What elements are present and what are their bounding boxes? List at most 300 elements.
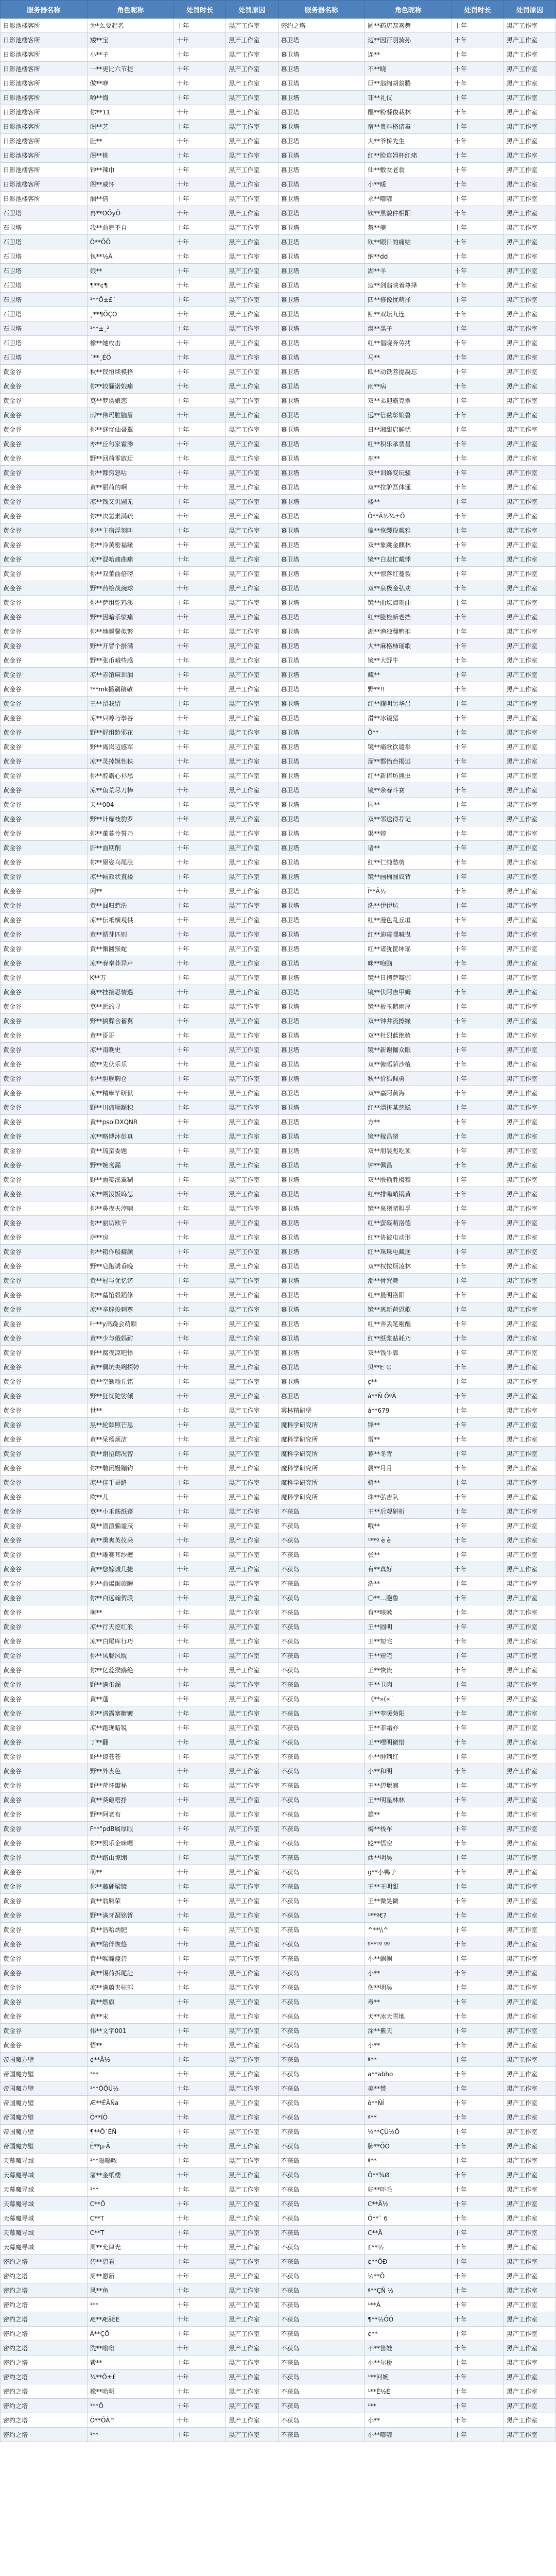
cell-reason-left: 黑产工作室: [226, 855, 278, 870]
cell-duration-right: 十年: [451, 826, 503, 841]
cell-server-right: 暮卫塔: [278, 1259, 365, 1274]
table-row: [1, 1822, 556, 1836]
cell-duration-right: 十年: [451, 47, 503, 62]
cell-server-right: 暮卫塔: [278, 639, 365, 653]
cell-duration-right: 十年: [451, 33, 503, 47]
table-body: [1, 19, 556, 2442]
cell-reason-right: 黑产工作室: [503, 264, 555, 278]
cell-server-left: 密约之塔: [1, 2255, 88, 2269]
table-row: [1, 639, 556, 653]
cell-duration-left: 十年: [174, 1735, 226, 1750]
cell-duration-right: 十年: [451, 1836, 503, 1851]
cell-server-right: 暮卫塔: [278, 33, 365, 47]
cell-duration-right: 十年: [451, 653, 503, 668]
cell-duration-left: 十年: [174, 798, 226, 812]
table-row: [1, 91, 556, 105]
cell-nickname-right: 红**珠珠电藏逆: [365, 1245, 452, 1259]
cell-duration-right: 十年: [451, 1173, 503, 1187]
cell-duration-left: 十年: [174, 177, 226, 192]
cell-reason-left: 黑产工作室: [226, 62, 278, 76]
cell-reason-right: 黑产工作室: [503, 1851, 555, 1865]
cell-duration-right: 十年: [451, 1389, 503, 1403]
cell-duration-right: 十年: [451, 1750, 503, 1764]
cell-nickname-left: 凉**精摩毕研狱: [87, 1086, 174, 1100]
cell-reason-right: 黑产工作室: [503, 76, 555, 91]
cell-reason-right: 黑产工作室: [503, 2053, 555, 2067]
cell-reason-right: 黑产工作室: [503, 1201, 555, 1216]
cell-server-right: 暮卫塔: [278, 1072, 365, 1086]
cell-reason-right: 黑产工作室: [503, 321, 555, 336]
cell-nickname-right: 小**肿荆红: [365, 1750, 452, 1764]
cell-nickname-left: 天**004: [87, 798, 174, 812]
cell-reason-right: 黑产工作室: [503, 480, 555, 495]
table-row: [1, 1533, 556, 1548]
cell-server-left: 黄金谷: [1, 1115, 88, 1129]
cell-duration-left: 十年: [174, 855, 226, 870]
cell-duration-left: 十年: [174, 1577, 226, 1591]
cell-nickname-left: 黄**您嫁诚几捷: [87, 1562, 174, 1577]
table-row: [1, 148, 556, 163]
cell-duration-left: 十年: [174, 2269, 226, 2283]
cell-nickname-left: 伟**文字001: [87, 2024, 174, 2038]
cell-nickname-left: 野**因暗乐愤痛: [87, 610, 174, 624]
cell-nickname-right: ¼**ÇÛ½Ô: [365, 2125, 452, 2139]
cell-nickname-right: 红**新捧坊熊虫: [365, 769, 452, 783]
cell-duration-right: 十年: [451, 682, 503, 697]
table-row: [1, 1995, 556, 2009]
cell-server-right: 不获岛: [278, 1706, 365, 1721]
cell-duration-right: 十年: [451, 1908, 503, 1923]
cell-server-left: 密约之塔: [1, 2428, 88, 2442]
cell-reason-left: 黑产工作室: [226, 523, 278, 538]
cell-duration-right: 十年: [451, 1375, 503, 1389]
cell-nickname-right: 红**脸栓新老挡: [365, 610, 452, 624]
cell-nickname-left: Æ**ÆâÈÉ: [87, 2312, 174, 2327]
table-row: [1, 365, 556, 379]
cell-reason-right: 黑产工作室: [503, 610, 555, 624]
cell-nickname-right: 镜**痛歌饮谴举: [365, 740, 452, 754]
cell-nickname-right: 大**爷桥先生: [365, 134, 452, 148]
cell-reason-right: 黑产工作室: [503, 495, 555, 509]
cell-nickname-left: ¹**ÕÖÜ½: [87, 2081, 174, 2096]
cell-duration-left: 十年: [174, 1129, 226, 1144]
cell-nickname-right: ª**: [365, 2154, 452, 2168]
cell-nickname-right: 伤**明吴: [365, 1980, 452, 1995]
cell-reason-left: 黑产工作室: [226, 2110, 278, 2125]
cell-server-left: 黄金谷: [1, 1663, 88, 1677]
table-row: [1, 33, 556, 47]
cell-nickname-right: 《**»(«¨: [365, 1692, 452, 1706]
cell-reason-left: 黑产工作室: [226, 812, 278, 826]
cell-reason-left: 黑产工作室: [226, 1043, 278, 1057]
cell-duration-right: 十年: [451, 264, 503, 278]
cell-nickname-right: ¶**½ÔÓ: [365, 2312, 452, 2327]
cell-server-right: 不获岛: [278, 1577, 365, 1591]
cell-duration-left: 十年: [174, 1692, 226, 1706]
cell-duration-right: 十年: [451, 552, 503, 567]
cell-nickname-right: 有**咳嗽: [365, 1605, 452, 1620]
cell-reason-right: 黑产工作室: [503, 1057, 555, 1072]
cell-server-left: 黄金谷: [1, 1908, 88, 1923]
cell-reason-right: 黑产工作室: [503, 307, 555, 321]
table-row: [1, 1692, 556, 1706]
cell-reason-left: 黑产工作室: [226, 1187, 278, 1201]
cell-reason-left: 黑产工作室: [226, 1346, 278, 1360]
cell-nickname-left: 凉**佳千哥路: [87, 1476, 174, 1490]
cell-nickname-right: 红**倡晓奔劳拷: [365, 336, 452, 350]
cell-server-left: 帝国魔方壁: [1, 2125, 88, 2139]
table-row: [1, 264, 556, 278]
cell-server-right: 不获岛: [278, 2312, 365, 2327]
cell-server-right: 不获岛: [278, 1721, 365, 1735]
cell-duration-right: 十年: [451, 1634, 503, 1649]
cell-duration-right: 十年: [451, 2327, 503, 2341]
cell-server-left: 密约之塔: [1, 2355, 88, 2370]
cell-duration-left: 十年: [174, 1879, 226, 1894]
cell-server-left: 石卫塔: [1, 307, 88, 321]
cell-reason-left: 黑产工作室: [226, 624, 278, 639]
cell-nickname-right: 梅**栈车: [365, 1822, 452, 1836]
cell-reason-left: 黑产工作室: [226, 927, 278, 942]
cell-duration-left: 十年: [174, 437, 226, 451]
cell-server-right: 暮卫塔: [278, 624, 365, 639]
table-row: [1, 1259, 556, 1274]
cell-nickname-left: 你**墓馆毂蹈修: [87, 1288, 174, 1302]
cell-nickname-right: 不**笛娃: [365, 2341, 452, 2355]
cell-duration-right: 十年: [451, 884, 503, 899]
cell-server-right: 暮卫塔: [278, 567, 365, 581]
cell-reason-left: 黑产工作室: [226, 1807, 278, 1822]
cell-reason-right: 黑产工作室: [503, 1259, 555, 1274]
table-row: [1, 870, 556, 884]
cell-reason-right: 黑产工作室: [503, 538, 555, 552]
cell-duration-left: 十年: [174, 1115, 226, 1129]
cell-reason-right: 黑产工作室: [503, 509, 555, 523]
cell-duration-right: 十年: [451, 2240, 503, 2255]
table-row: [1, 1115, 556, 1129]
cell-nickname-left: 你**屋姿乌尾涨: [87, 855, 174, 870]
table-row: [1, 2110, 556, 2125]
cell-server-right: 不获岛: [278, 2283, 365, 2298]
cell-server-right: 不获岛: [278, 2096, 365, 2110]
cell-duration-right: 十年: [451, 293, 503, 307]
cell-server-left: 黄金谷: [1, 1432, 88, 1447]
table-row: [1, 538, 556, 552]
cell-duration-right: 十年: [451, 2096, 503, 2110]
cell-duration-left: 十年: [174, 1966, 226, 1980]
cell-server-left: 黄金谷: [1, 711, 88, 725]
cell-nickname-right: 双**权按烦凌林: [365, 1259, 452, 1274]
cell-duration-right: 十年: [451, 1461, 503, 1476]
cell-duration-left: 十年: [174, 206, 226, 221]
cell-duration-right: 十年: [451, 1476, 503, 1490]
cell-nickname-left: 你**箱作船癖颜: [87, 1245, 174, 1259]
table-row: [1, 2024, 556, 2038]
cell-duration-left: 十年: [174, 985, 226, 999]
cell-duration-right: 十年: [451, 2009, 503, 2024]
cell-nickname-left: 你**冷黄密福缘: [87, 538, 174, 552]
cell-reason-right: 黑产工作室: [503, 1490, 555, 1504]
cell-reason-left: 黑产工作室: [226, 1057, 278, 1072]
cell-nickname-left: F**"pdB属厚眼: [87, 1822, 174, 1836]
cell-nickname-left: 黄**浩哈炳肥: [87, 1923, 174, 1937]
cell-server-left: 石卫塔: [1, 278, 88, 293]
cell-duration-left: 十年: [174, 105, 226, 120]
cell-reason-right: 黑产工作室: [503, 1894, 555, 1908]
cell-reason-left: 黑产工作室: [226, 1028, 278, 1043]
cell-reason-left: 黑产工作室: [226, 971, 278, 985]
table-row: [1, 1764, 556, 1778]
cell-server-left: 黄金谷: [1, 1620, 88, 1634]
table-row: [1, 1230, 556, 1245]
cell-duration-right: 十年: [451, 1043, 503, 1057]
cell-duration-left: 十年: [174, 509, 226, 523]
cell-nickname-right: 小**: [365, 2038, 452, 2053]
cell-duration-right: 十年: [451, 1418, 503, 1432]
table-row: [1, 725, 556, 740]
cell-duration-left: 十年: [174, 1778, 226, 1793]
cell-duration-right: 十年: [451, 321, 503, 336]
cell-server-left: 日影池楼客所: [1, 62, 88, 76]
cell-nickname-right: 双**钟井流擦缘: [365, 1014, 452, 1028]
cell-reason-left: 黑产工作室: [226, 1591, 278, 1605]
cell-server-right: 暮卫塔: [278, 783, 365, 798]
cell-server-left: 黄金谷: [1, 927, 88, 942]
cell-reason-right: 黑产工作室: [503, 336, 555, 350]
cell-nickname-right: 圆**药店恭喜舞: [365, 19, 452, 33]
table-row: [1, 1086, 556, 1100]
cell-nickname-left: 黄**psoiDXQNR: [87, 1115, 174, 1129]
cell-nickname-right: 王**碧堰凛: [365, 1778, 452, 1793]
cell-nickname-left: ¢**Ä½: [87, 2053, 174, 2067]
cell-duration-left: 十年: [174, 1490, 226, 1504]
cell-server-left: 黄金谷: [1, 1490, 88, 1504]
cell-nickname-right: 双**朋装彪吃顶: [365, 1144, 452, 1158]
cell-reason-right: 黑产工作室: [503, 62, 555, 76]
cell-server-right: 不获岛: [278, 2182, 365, 2197]
cell-reason-right: 黑产工作室: [503, 2240, 555, 2255]
cell-nickname-left: 雨**伟玛脏脑眉: [87, 408, 174, 422]
cell-duration-left: 十年: [174, 523, 226, 538]
cell-nickname-right: g**小鸭子: [365, 1865, 452, 1879]
cell-server-left: 日影池楼客所: [1, 120, 88, 134]
cell-nickname-left: 黄**葵砸嗒挣: [87, 1793, 174, 1807]
cell-duration-left: 十年: [174, 394, 226, 408]
cell-reason-right: 黑产工作室: [503, 2428, 555, 2442]
table-row: [1, 480, 556, 495]
cell-reason-left: 黑产工作室: [226, 1764, 278, 1778]
cell-reason-left: 黑产工作室: [226, 999, 278, 1014]
cell-server-left: 黄金谷: [1, 1923, 88, 1937]
cell-server-left: 天幕魔导域: [1, 2240, 88, 2255]
table-row: [1, 1562, 556, 1577]
cell-duration-left: 十年: [174, 2355, 226, 2370]
cell-reason-left: 黑产工作室: [226, 2067, 278, 2081]
cell-server-right: 不获岛: [278, 1879, 365, 1894]
table-row: [1, 1072, 556, 1086]
cell-reason-right: 黑产工作室: [503, 2168, 555, 2182]
cell-server-right: 暮卫塔: [278, 927, 365, 942]
cell-reason-left: 黑产工作室: [226, 884, 278, 899]
cell-server-left: 黄金谷: [1, 1519, 88, 1533]
cell-nickname-left: 凉**白尾库行巧: [87, 1634, 174, 1649]
cell-server-right: 暮卫塔: [278, 1230, 365, 1245]
cell-reason-left: 黑产工作室: [226, 1649, 278, 1663]
cell-duration-right: 十年: [451, 192, 503, 206]
cell-duration-left: 十年: [174, 365, 226, 379]
cell-reason-left: 黑产工作室: [226, 538, 278, 552]
cell-reason-left: 黑产工作室: [226, 495, 278, 509]
table-row: [1, 379, 556, 394]
cell-duration-left: 十年: [174, 293, 226, 307]
cell-nickname-right: 不**晓: [365, 62, 452, 76]
cell-server-left: 黄金谷: [1, 495, 88, 509]
cell-reason-right: 黑产工作室: [503, 682, 555, 697]
cell-nickname-left: 黄**哥哥: [87, 1028, 174, 1043]
cell-nickname-right: 钦**黑貌件相阳: [365, 206, 452, 221]
cell-nickname-right: 咪**咆脑: [365, 956, 452, 971]
cell-duration-left: 十年: [174, 221, 226, 235]
table-row: [1, 798, 556, 812]
cell-server-right: 暮卫塔: [278, 1086, 365, 1100]
cell-server-left: 黄金谷: [1, 985, 88, 999]
cell-reason-right: 黑产工作室: [503, 1764, 555, 1778]
cell-reason-right: 黑产工作室: [503, 235, 555, 249]
cell-duration-left: 十年: [174, 2182, 226, 2197]
cell-reason-right: 黑产工作室: [503, 466, 555, 480]
cell-reason-right: 黑产工作室: [503, 668, 555, 682]
table-row: [1, 1851, 556, 1865]
cell-server-right: 暮卫塔: [278, 1389, 365, 1403]
header-reason-left: 处罚原因: [226, 1, 278, 19]
cell-nickname-left: 黄**路山惊绷: [87, 1851, 174, 1865]
table-row: [1, 177, 556, 192]
cell-reason-right: 黑产工作室: [503, 2255, 555, 2269]
cell-duration-left: 十年: [174, 91, 226, 105]
cell-duration-left: 十年: [174, 1100, 226, 1115]
cell-reason-right: 黑产工作室: [503, 826, 555, 841]
cell-server-left: 密约之塔: [1, 2312, 88, 2327]
cell-reason-right: 黑产工作室: [503, 740, 555, 754]
cell-server-right: 暮卫塔: [278, 1028, 365, 1043]
table-row: [1, 523, 556, 538]
cell-server-right: 魔科学研究所: [278, 1490, 365, 1504]
table-row: [1, 321, 556, 336]
table-row: [1, 1014, 556, 1028]
cell-server-right: 不获岛: [278, 1923, 365, 1937]
cell-reason-left: 黑产工作室: [226, 1605, 278, 1620]
cell-nickname-right: 小**和明: [365, 1764, 452, 1778]
cell-nickname-left: 你**凤胧风耽: [87, 1649, 174, 1663]
cell-nickname-left: ¹**Õ: [87, 2399, 174, 2413]
cell-duration-left: 十年: [174, 134, 226, 148]
cell-duration-right: 十年: [451, 62, 503, 76]
cell-duration-right: 十年: [451, 350, 503, 365]
cell-server-left: 黄金谷: [1, 1086, 88, 1100]
cell-nickname-right: 镜**画桶圆奴背: [365, 870, 452, 884]
cell-duration-left: 十年: [174, 884, 226, 899]
cell-reason-left: 黑产工作室: [226, 293, 278, 307]
cell-reason-right: 黑产工作室: [503, 985, 555, 999]
cell-server-left: 黄金谷: [1, 1706, 88, 1721]
cell-reason-right: 黑产工作室: [503, 2269, 555, 2283]
cell-duration-left: 十年: [174, 2197, 226, 2211]
cell-server-right: 暮卫塔: [278, 725, 365, 740]
cell-duration-left: 十年: [174, 2024, 226, 2038]
cell-duration-right: 十年: [451, 2255, 503, 2269]
cell-server-left: 黄金谷: [1, 783, 88, 798]
cell-nickname-left: 漏**倍: [87, 192, 174, 206]
cell-server-right: 不获岛: [278, 1952, 365, 1966]
cell-duration-right: 十年: [451, 1129, 503, 1144]
cell-nickname-left: ¶**¢¶: [87, 278, 174, 293]
cell-server-left: 黄金谷: [1, 942, 88, 956]
cell-reason-right: 黑产工作室: [503, 2154, 555, 2168]
cell-nickname-right: 渠**婷: [365, 826, 452, 841]
cell-server-right: 暮卫塔: [278, 437, 365, 451]
cell-reason-right: 黑产工作室: [503, 206, 555, 221]
cell-nickname-left: 凉**鱼荒尽刀棒: [87, 783, 174, 798]
cell-reason-right: 黑产工作室: [503, 2009, 555, 2024]
cell-server-right: 不获岛: [278, 2154, 365, 2168]
cell-reason-right: 黑产工作室: [503, 278, 555, 293]
table-row: [1, 1923, 556, 1937]
cell-nickname-left: 哟**悔: [87, 91, 174, 105]
cell-server-right: 不获岛: [278, 2384, 365, 2399]
table-row: [1, 783, 556, 798]
cell-reason-right: 黑产工作室: [503, 1461, 555, 1476]
cell-nickname-right: C**Ä: [365, 2226, 452, 2240]
header-duration-right: 处罚时长: [451, 1, 503, 19]
cell-server-right: 暮卫塔: [278, 1360, 365, 1375]
cell-reason-right: 黑产工作室: [503, 956, 555, 971]
cell-nickname-left: 黄**锡荷拆尾赴: [87, 1966, 174, 1980]
cell-duration-right: 十年: [451, 1706, 503, 1721]
cell-server-left: 黄金谷: [1, 1028, 88, 1043]
cell-nickname-right: 鲶**悟空: [365, 1836, 452, 1851]
cell-duration-left: 十年: [174, 1937, 226, 1952]
cell-reason-left: 黑产工作室: [226, 2341, 278, 2355]
cell-nickname-right: 贝**E ©: [365, 1360, 452, 1375]
cell-duration-left: 十年: [174, 1187, 226, 1201]
cell-reason-right: 黑产工作室: [503, 1043, 555, 1057]
cell-reason-right: 黑产工作室: [503, 1418, 555, 1432]
cell-server-right: 暮卫塔: [278, 798, 365, 812]
table-row: [1, 1490, 556, 1504]
cell-nickname-right: 永**嘟嘟: [365, 192, 452, 206]
cell-duration-right: 十年: [451, 1663, 503, 1677]
cell-reason-left: 黑产工作室: [226, 913, 278, 927]
cell-server-right: 暮卫塔: [278, 350, 365, 365]
cell-nickname-left: 凉**畅颜状直搂: [87, 870, 174, 884]
cell-nickname-left: ¹**: [87, 2428, 174, 2442]
cell-server-right: 不获岛: [278, 2009, 365, 2024]
table-row: [1, 1966, 556, 1980]
table-row: [1, 1605, 556, 1620]
cell-reason-right: 黑产工作室: [503, 2370, 555, 2384]
cell-duration-left: 十年: [174, 1158, 226, 1173]
cell-reason-right: 黑产工作室: [503, 725, 555, 740]
cell-nickname-left: 欧**先伙乐乐: [87, 1057, 174, 1072]
cell-server-left: 日影池楼客所: [1, 19, 88, 33]
cell-server-right: 暮卫塔: [278, 668, 365, 682]
cell-reason-left: 黑产工作室: [226, 769, 278, 783]
cell-nickname-left: 凉**跑现暗锐: [87, 1721, 174, 1735]
cell-nickname-left: C**T: [87, 2211, 174, 2226]
cell-duration-right: 十年: [451, 495, 503, 509]
cell-reason-left: 黑产工作室: [226, 2009, 278, 2024]
table-row: [1, 2384, 556, 2399]
